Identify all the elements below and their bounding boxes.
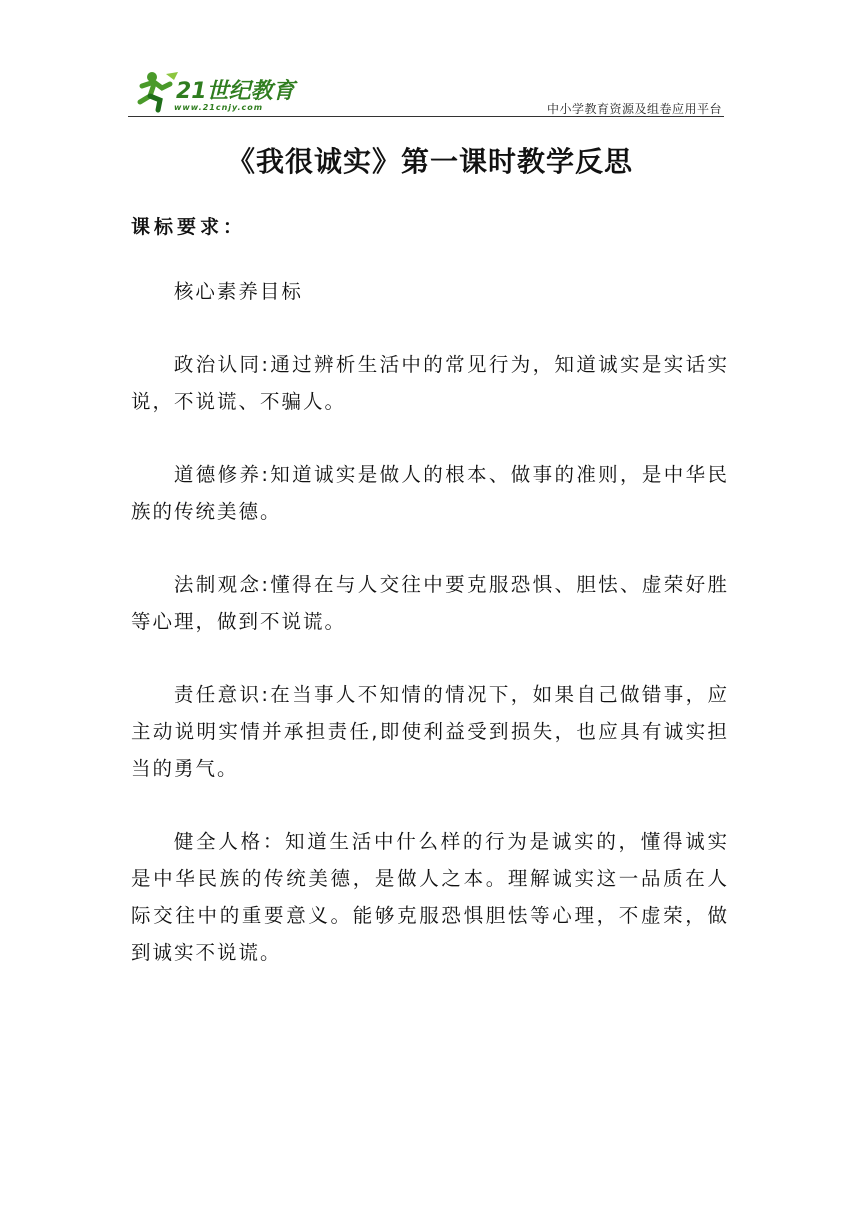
logo-21cnjy (128, 68, 298, 114)
paragraph: 政治认同:通过辨析生活中的常见行为，知道诚实是实话实说，不说谎、不骗人。 (131, 353, 729, 413)
runner-logo-icon (128, 68, 298, 114)
document-title: 《我很诚实》第一课时教学反思 (226, 145, 633, 178)
paragraph: 法制观念:懂得在与人交往中要克服恐惧、胆怯、虚荣好胜等心理，做到不说谎。 (131, 573, 729, 633)
paragraph: 责任意识:在当事人不知情的情况下，如果自己做错事，应主动说明实情并承担责任,即使利益受到损失，也应具有诚实担当的勇气。 (131, 683, 729, 780)
logo-text: 21世纪教育 (176, 79, 295, 104)
section-heading: 课标要求： (131, 216, 247, 238)
platform-label: 中小学教育资源及组卷应用平台 (546, 102, 722, 116)
logo-url-text: www.21cnjy.com (174, 103, 264, 112)
document-body (131, 273, 729, 1007)
paragraph: 核心素养目标 (173, 280, 303, 303)
header-divider (128, 116, 724, 117)
page-header (128, 68, 724, 116)
paragraph: 健全人格：知道生活中什么样的行为是诚实的，懂得诚实是中华民族的传统美德，是做人之本。理解诚实这一品质在人际交往中的重要意义。能够克服恐惧胆怯等心理，不虚荣，做到诚实不说谎。 (131, 830, 729, 964)
paragraph: 道德修养:知道诚实是做人的根本、做事的准则，是中华民族的传统美德。 (131, 463, 729, 523)
